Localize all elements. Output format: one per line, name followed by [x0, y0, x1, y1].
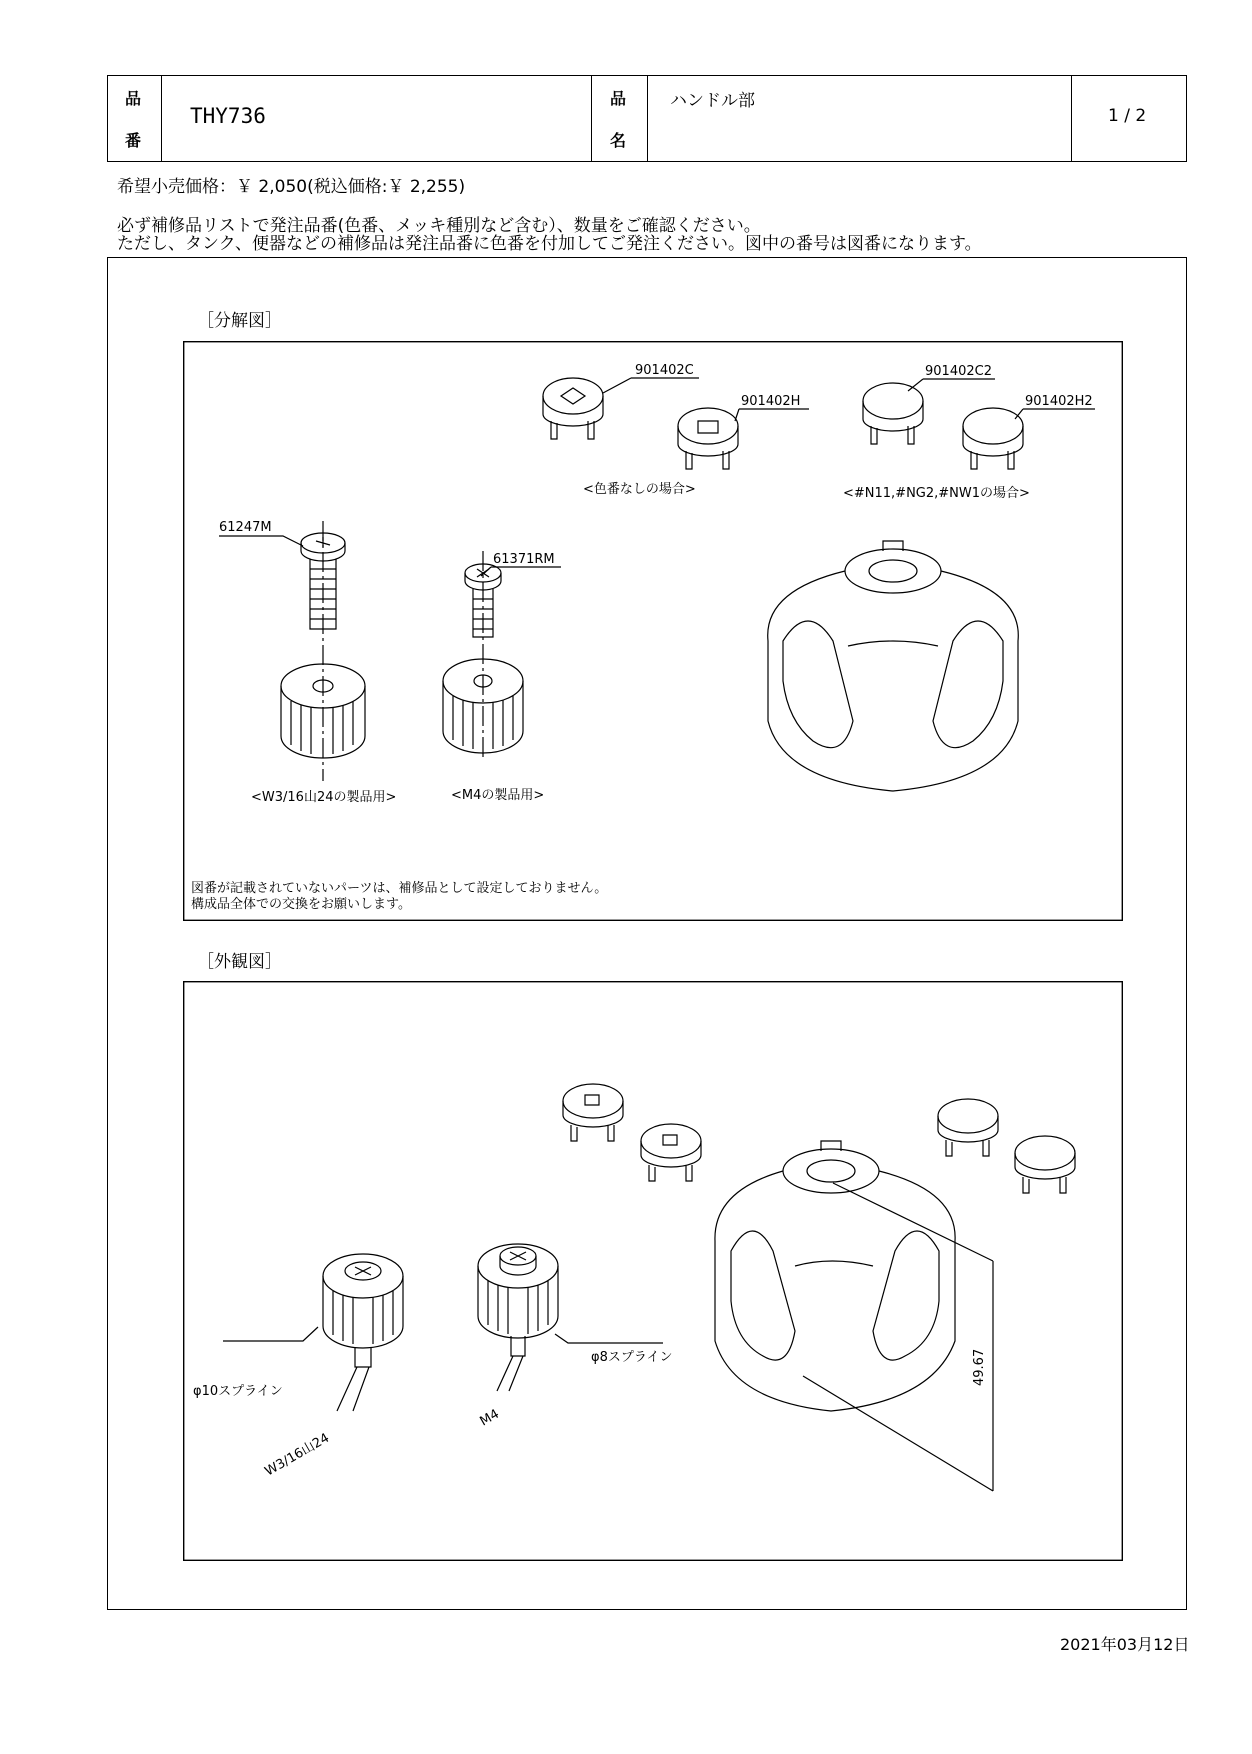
note-line-1: 図番が記載されていないパーツは、補修品として設定しておりません。	[191, 881, 608, 896]
label-m4: M4	[477, 1406, 502, 1430]
label-phi10: φ10スプライン	[193, 1384, 283, 1399]
part-label-61247M: 61247M	[219, 520, 272, 535]
cap-901402C-icon	[543, 378, 603, 439]
part-number: THY736	[190, 104, 266, 128]
cap-901402H2-icon	[963, 408, 1023, 469]
cap-square-hole-2-icon	[641, 1124, 701, 1181]
label-w316: W3/16山24	[262, 1430, 333, 1480]
page-number: 1 / 2	[1108, 106, 1147, 126]
notice-line-1: 必ず補修品リストで発注品番(色番、メッキ種別など含む）、数量をご確認ください。	[117, 216, 761, 236]
part-label-901402C: 901402C	[635, 363, 694, 378]
hinmei-label-cell	[592, 76, 648, 161]
price-line: 希望小売価格：￥ 2,050(税込価格:￥ 2,255)	[117, 177, 466, 197]
hinban-label-cell	[108, 76, 162, 161]
caption-color: <#N11,#NG2,#NW1の場合>	[843, 486, 1030, 501]
cap-plain-icon	[938, 1099, 998, 1156]
exploded-section-title: ［分解図］	[197, 311, 282, 331]
handle-knob-icon	[768, 541, 1019, 791]
external-section-title: ［外観図］	[197, 952, 282, 972]
label-phi8: φ8スプライン	[591, 1350, 673, 1365]
hinmei-label-1: 品	[610, 89, 627, 108]
cap-901402H-icon	[678, 408, 738, 469]
dimension-label: 49.67	[972, 1348, 987, 1386]
cap-square-hole-icon	[563, 1084, 623, 1141]
external-text-layer	[193, 1349, 987, 1480]
cap-901402C2-icon	[863, 383, 923, 444]
exploded-view-diagram	[183, 341, 1123, 921]
part-label-901402C2: 901402C2	[925, 364, 992, 379]
screw-61371RM-icon	[465, 551, 501, 761]
header-table	[107, 75, 1187, 162]
caption-m4: <M4の製品用>	[451, 788, 545, 803]
hinban-label-1: 品	[125, 89, 142, 108]
exploded-text-layer	[191, 363, 1093, 912]
caption-no-color: <色番なしの場合>	[583, 482, 696, 497]
part-label-901402H: 901402H	[741, 394, 801, 409]
notice-line-2: ただし、タンク、便器などの補修品は発注品番に色番を付加してご発注ください。図中の番号は図番になります。	[117, 234, 982, 254]
note-line-2: 構成品全体での交換をお願いします。	[191, 897, 411, 912]
screw-61247M-icon	[301, 521, 345, 781]
part-name-cell	[648, 76, 1072, 161]
cap-plain-2-icon	[1015, 1136, 1075, 1193]
assembled-knob-m4-icon	[478, 1244, 663, 1391]
external-view-diagram	[183, 981, 1123, 1561]
hinmei-label-2: 名	[610, 131, 627, 150]
caption-w316: <W3/16山24の製品用>	[251, 790, 397, 805]
part-name: ハンドル部	[670, 91, 755, 111]
hinban-label-2: 番	[125, 131, 142, 150]
issue-date: 2021年03月12日	[1060, 1635, 1190, 1654]
handle-knob-external-icon	[715, 1141, 993, 1491]
part-number-cell	[162, 76, 592, 161]
part-label-901402H2: 901402H2	[1025, 394, 1093, 409]
part-label-61371RM: 61371RM	[493, 552, 555, 567]
